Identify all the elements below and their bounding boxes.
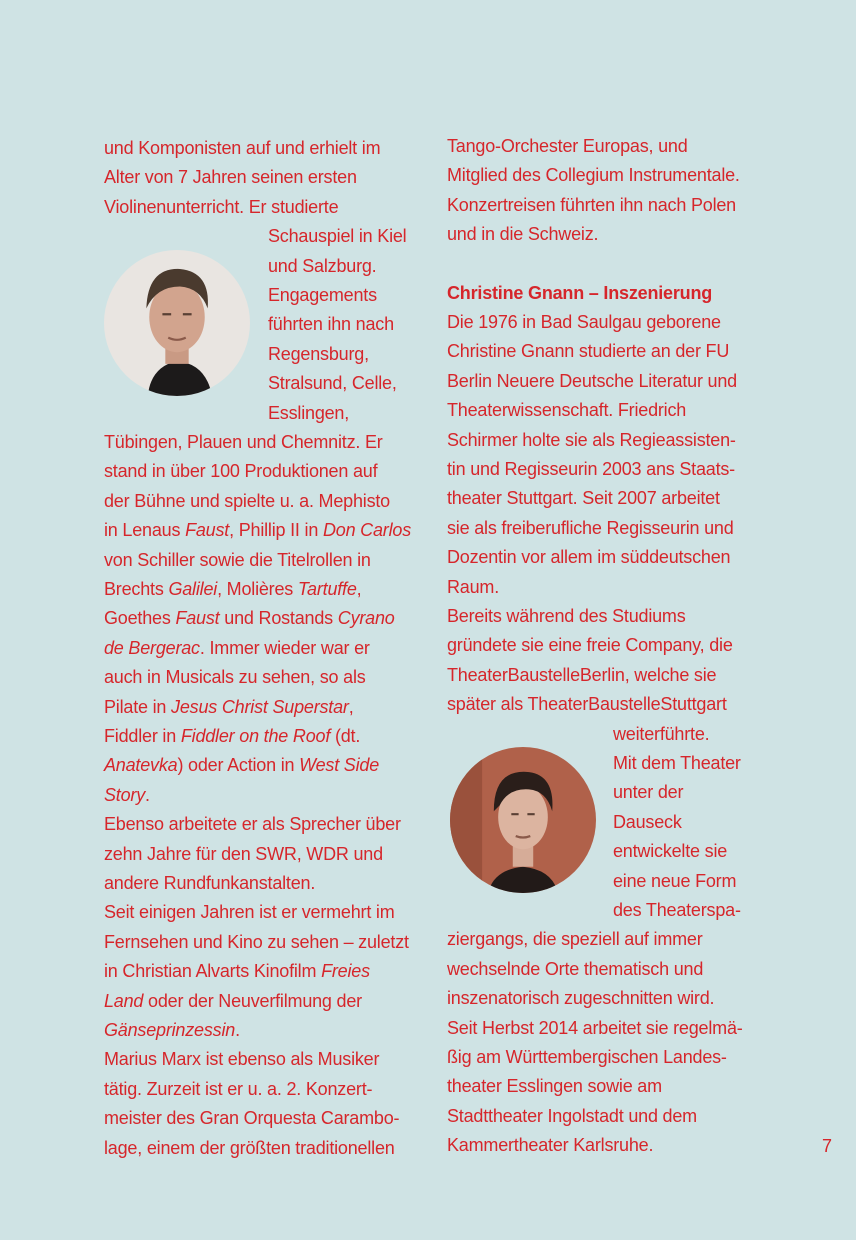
- text-line: [104, 722, 360, 751]
- text-run: inszenatorisch zugeschnitten wird.: [447, 988, 715, 1009]
- text-run: theater Esslingen sowie am: [447, 1076, 662, 1097]
- text-line: [447, 337, 729, 366]
- text-line: [613, 749, 741, 778]
- text-run: Ebenso arbeitete er als Sprecher über: [104, 814, 401, 835]
- text-line: [104, 1045, 379, 1074]
- text-run: Dauseck: [613, 811, 682, 832]
- text-line: [104, 810, 401, 839]
- text-run: und in die Schweiz.: [447, 224, 599, 245]
- text-line: [447, 1102, 697, 1131]
- portrait-photo-marius-marx: [104, 250, 250, 396]
- text-run: stand in über 100 Produktionen auf: [104, 461, 378, 482]
- text-run: . Immer wieder war er: [199, 637, 370, 658]
- italic-title: Don Carlos: [322, 520, 411, 541]
- text-run: und Rostands: [219, 608, 338, 629]
- text-line: [104, 457, 377, 486]
- text-line: [447, 367, 737, 396]
- text-run: andere Rundfunkanstalten.: [104, 873, 316, 893]
- text-run: Seit Herbst 2014 arbeitet sie regelmä-: [447, 1017, 743, 1038]
- text-line: [104, 1075, 372, 1104]
- text-line: [104, 1104, 399, 1133]
- text-line: [104, 987, 362, 1016]
- text-run: Berlin Neuere Deutsche Literatur und: [447, 370, 737, 391]
- text-run: sie als freiberufliche Regisseurin und: [447, 517, 734, 538]
- text-line: [613, 808, 682, 837]
- section-heading: [447, 279, 712, 308]
- text-run: Christine Gnann – Inszenierung: [447, 282, 713, 303]
- text-run: von Schiller sowie die Titelrollen in: [104, 549, 371, 570]
- text-run: des Theaterspa-: [613, 900, 741, 920]
- text-line: [104, 898, 395, 927]
- text-line: [104, 1016, 240, 1045]
- text-line: [104, 928, 409, 957]
- text-run: ,: [356, 579, 362, 599]
- text-run: Dozentin vor allem im süddeutschen: [447, 547, 731, 568]
- text-line: [447, 132, 688, 161]
- text-run: Regensburg,: [268, 343, 369, 364]
- text-line: [447, 573, 499, 602]
- text-line: [447, 543, 730, 572]
- italic-title: Fiddler on the Roof: [180, 726, 331, 746]
- text-line: [447, 1043, 727, 1072]
- italic-title: Anatevka: [104, 755, 178, 776]
- text-line: [268, 340, 369, 369]
- text-line: [447, 161, 740, 190]
- text-run: Stadttheater Ingolstadt und dem: [447, 1105, 697, 1126]
- text-line: [268, 399, 349, 428]
- text-line: [268, 310, 394, 339]
- text-run: und Salzburg.: [268, 255, 377, 276]
- text-run: der Bühne und spielte u. a. Mephisto: [104, 490, 390, 511]
- italic-title: Faust: [185, 520, 230, 541]
- italic-title: Faust: [175, 608, 220, 629]
- text-run: Tübingen, Plauen und Chemnitz. Er: [104, 432, 383, 452]
- italic-title: Cyrano: [337, 608, 395, 629]
- text-line: [447, 925, 703, 954]
- text-run: ziergangs, die speziell auf immer: [447, 929, 703, 950]
- text-line: [104, 869, 315, 898]
- text-line: [447, 308, 721, 337]
- text-line: [613, 778, 683, 807]
- text-run: Konzertreisen führten ihn nach Polen: [447, 194, 736, 215]
- text-run: Brechts: [104, 579, 169, 599]
- text-line: [104, 634, 370, 663]
- text-run: lage, einem der größten traditionellen: [104, 1137, 395, 1158]
- text-run: Pilate in: [104, 696, 172, 717]
- italic-title: Gänseprinzessin: [104, 1020, 236, 1040]
- text-run: Tango-Orchester Europas, und: [447, 136, 688, 156]
- portrait-photo-christine-gnann: [450, 747, 596, 893]
- text-run: , Molières: [217, 579, 298, 599]
- text-run: Schirmer holte sie als Regieassisten-: [447, 429, 736, 450]
- text-line: [104, 693, 354, 722]
- text-run: ,: [348, 696, 354, 717]
- text-run: tätig. Zurzeit ist er u. a. 2. Konzert-: [104, 1078, 373, 1099]
- italic-title: Story: [104, 784, 146, 805]
- text-run: TheaterBaustelleBerlin, welche sie: [447, 664, 717, 685]
- text-line: [447, 984, 714, 1013]
- text-run: Goethes: [104, 608, 176, 629]
- text-run: theater Stuttgart. Seit 2007 arbeitet: [447, 488, 720, 509]
- italic-title: West Side: [299, 755, 380, 776]
- text-run: Theaterwissenschaft. Friedrich: [447, 400, 687, 421]
- text-line: [104, 487, 390, 516]
- text-run: Alter von 7 Jahren seinen ersten: [104, 167, 357, 188]
- text-run: ) oder Action in: [177, 755, 300, 776]
- text-run: in Christian Alvarts Kinofilm: [104, 961, 322, 982]
- text-run: und Komponisten auf und erhielt im: [104, 138, 381, 158]
- text-line: [447, 1014, 743, 1043]
- text-line: [447, 631, 733, 660]
- text-line: [104, 428, 383, 457]
- text-line: [104, 193, 338, 222]
- text-line: [447, 1072, 662, 1101]
- text-line: [447, 1131, 653, 1160]
- text-line: [613, 867, 736, 896]
- text-run: Engagements: [268, 285, 377, 305]
- text-line: [447, 661, 716, 690]
- text-line: [613, 720, 709, 749]
- text-line: [447, 396, 686, 425]
- text-line: [447, 426, 736, 455]
- italic-title: de Bergerac: [104, 637, 200, 658]
- text-line: [104, 516, 411, 545]
- text-line: [104, 604, 395, 633]
- text-line: [104, 957, 370, 986]
- text-line: [104, 134, 380, 163]
- text-line: [447, 955, 703, 984]
- text-run: Seit einigen Jahren ist er vermehrt im: [104, 902, 395, 923]
- text-run: wechselnde Orte thematisch und: [447, 958, 704, 979]
- text-line: [104, 575, 361, 604]
- italic-title: Jesus Christ Superstar: [171, 696, 349, 717]
- italic-title: Galilei: [168, 579, 218, 599]
- text-run: Violinenunterricht. Er studierte: [104, 196, 339, 217]
- text-run: Kammertheater Karlsruhe.: [447, 1135, 654, 1156]
- text-run: (dt.: [330, 726, 361, 746]
- text-line: [447, 484, 720, 513]
- text-run: Mitglied des Collegium Instrumentale.: [447, 165, 740, 186]
- text-run: später als TheaterBaustelleStuttgart: [447, 694, 727, 715]
- text-run: Fernsehen und Kino zu sehen – zuletzt: [104, 931, 409, 952]
- text-line: [447, 220, 598, 249]
- text-run: eine neue Form: [613, 870, 737, 891]
- text-run: tin und Regisseurin 2003 ans Staats-: [447, 459, 735, 479]
- text-run: ßig am Württembergischen Landes-: [447, 1047, 727, 1067]
- text-run: unter der: [613, 782, 684, 803]
- text-run: Marius Marx ist ebenso als Musiker: [104, 1049, 380, 1070]
- text-line: [104, 1134, 395, 1163]
- text-line: [104, 751, 379, 780]
- italic-title: Freies: [321, 961, 370, 982]
- text-line: [104, 163, 357, 192]
- text-line: [447, 455, 735, 484]
- text-run: , Phillip II in: [229, 520, 323, 541]
- text-run: in Lenaus: [104, 520, 186, 541]
- text-run: Die 1976 in Bad Saulgau geborene: [447, 312, 721, 332]
- text-line: [447, 191, 736, 220]
- text-line: [104, 840, 383, 869]
- text-run: Raum.: [447, 576, 500, 597]
- text-run: Stralsund, Celle,: [268, 373, 397, 394]
- text-run: Esslingen,: [268, 402, 350, 423]
- text-run: Bereits während des Studiums: [447, 606, 686, 626]
- text-run: .: [235, 1020, 240, 1040]
- text-run: auch in Musicals zu sehen, so als: [104, 667, 366, 688]
- text-line: [268, 281, 377, 310]
- text-line: [268, 369, 397, 398]
- text-line: [447, 690, 727, 719]
- text-line: [613, 837, 727, 866]
- text-line: [104, 781, 150, 810]
- text-line: [268, 252, 376, 281]
- text-run: .: [145, 784, 150, 805]
- text-run: entwickelte sie: [613, 841, 728, 862]
- italic-title: Tartuffe: [297, 579, 357, 599]
- text-line: [104, 663, 366, 692]
- text-run: zehn Jahre für den SWR, WDR und: [104, 843, 383, 864]
- text-run: Schauspiel in Kiel: [268, 226, 407, 247]
- text-run: gründete sie eine freie Company, die: [447, 635, 733, 656]
- text-line: [613, 896, 741, 925]
- text-run: führten ihn nach: [268, 314, 394, 335]
- text-line: [447, 514, 734, 543]
- text-run: Fiddler in: [104, 726, 181, 746]
- text-run: Christine Gnann studierte an der FU: [447, 341, 730, 362]
- text-run: Mit dem Theater: [613, 753, 741, 773]
- text-line: [447, 602, 686, 631]
- text-run: oder der Neuverfilmung der: [143, 990, 362, 1011]
- text-line: [104, 546, 371, 575]
- text-line: [268, 222, 406, 251]
- page-number: 7: [821, 1136, 832, 1156]
- text-run: meister des Gran Orquesta Carambo-: [104, 1108, 400, 1129]
- italic-title: Land: [104, 990, 144, 1011]
- text-run: weiterführte.: [613, 723, 710, 744]
